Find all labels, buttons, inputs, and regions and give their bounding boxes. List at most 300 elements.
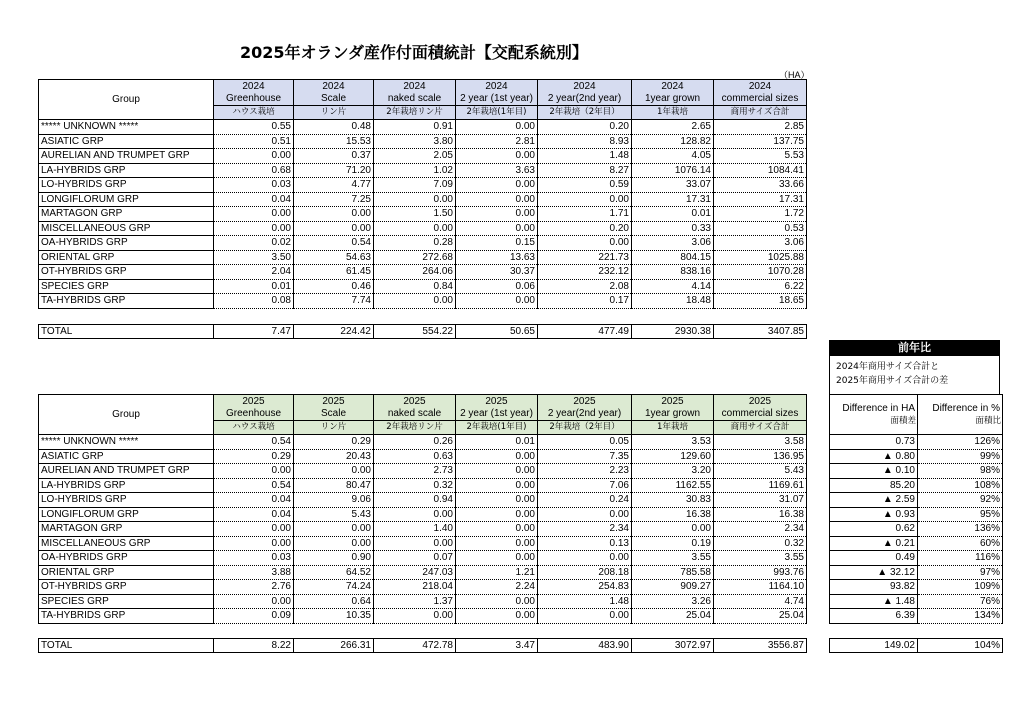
comparison-column-header [830,395,918,435]
group-name: ASIATIC GRP [39,134,214,149]
cell-value: 0.26 [374,435,456,450]
column-header [714,395,807,435]
comparison-row [830,464,1003,479]
column-year: 2025 [573,396,596,407]
comparison-value: 134% [918,609,1003,624]
cell-value: 0.00 [294,536,374,551]
table-row [39,120,807,135]
table-row [39,294,807,309]
cell-value: 0.32 [714,536,807,551]
total-value: 3556.87 [714,639,807,653]
cell-value: 8.27 [538,163,632,178]
comparison-row [830,449,1003,464]
cell-value: 0.54 [214,478,294,493]
cell-value: 2.23 [538,464,632,479]
column-header [374,80,456,120]
cell-value: 0.00 [456,221,538,236]
cell-value: 3.06 [714,236,807,251]
cell-value: 0.00 [214,221,294,236]
report-title: 2025年オランダ産作付面積統計【交配系統別】 [240,43,588,62]
cell-value: 0.84 [374,279,456,294]
table-row [39,507,807,522]
column-label-ja: 2年栽培（2年目） [538,105,631,118]
total-value: 3.47 [456,639,538,653]
cell-value: 0.15 [456,236,538,251]
total-row [39,325,807,339]
column-year: 2024 [573,81,596,92]
comparison-row [830,493,1003,508]
cell-value: 17.31 [714,192,807,207]
column-label: 1year grown [644,408,701,419]
table-row [39,594,807,609]
comparison-value: 60% [918,536,1003,551]
comparison-value: 109% [918,580,1003,595]
comparison-note [829,356,1000,395]
column-label-ja: 2年栽培リン片 [374,420,455,433]
cell-value: 3.06 [632,236,714,251]
cell-value: 4.14 [632,279,714,294]
cell-value: 129.60 [632,449,714,464]
comparison-value: ▲ 2.59 [830,493,918,508]
table-row [39,279,807,294]
comparison-row [830,507,1003,522]
cell-value: 0.00 [294,207,374,222]
cell-value: 0.00 [538,192,632,207]
cell-value: 136.95 [714,449,807,464]
group-name: OA-HYBRIDS GRP [39,236,214,251]
table-row [39,163,807,178]
cell-value: 74.24 [294,580,374,595]
cell-value: 0.29 [294,435,374,450]
comparison-value: ▲ 0.80 [830,449,918,464]
cell-value: 247.03 [374,565,456,580]
group-name: ORIENTAL GRP [39,250,214,265]
cell-value: 0.00 [294,522,374,537]
cell-value: 0.00 [294,221,374,236]
cell-value: 5.53 [714,149,807,164]
table-row [39,522,807,537]
table-row [39,192,807,207]
comparison-row [830,522,1003,537]
cell-value: 2.81 [456,134,538,149]
cell-value: 0.00 [374,609,456,624]
cell-value: 1070.28 [714,265,807,280]
cell-value: 0.46 [294,279,374,294]
column-label: Greenhouse [225,93,282,104]
column-year: 2025 [403,396,426,407]
cell-value: 128.82 [632,134,714,149]
cell-value: 272.68 [374,250,456,265]
comparison-total-value: 149.02 [830,639,918,653]
comparison-value: 126% [918,435,1003,450]
cell-value: 2.65 [632,120,714,135]
table-2025 [38,394,807,624]
table-row [39,207,807,222]
cell-value: 61.45 [294,265,374,280]
table-row [39,565,807,580]
column-year: 2025 [322,396,345,407]
comparison-value: 108% [918,478,1003,493]
cell-value: 30.37 [456,265,538,280]
total-row [39,639,807,653]
group-name: ASIATIC GRP [39,449,214,464]
cell-value: 25.04 [714,609,807,624]
cell-value: 1.48 [538,149,632,164]
column-year: 2024 [485,81,508,92]
cell-value: 18.48 [632,294,714,309]
cell-value: 1.48 [538,594,632,609]
cell-value: 0.02 [214,236,294,251]
column-label-ja: リン片 [294,420,373,433]
group-name: AURELIAN AND TRUMPET GRP [39,464,214,479]
total-value: 3407.85 [714,325,807,339]
column-label: Scale [320,408,346,419]
cell-value: 0.01 [456,435,538,450]
comparison-column-label-ja: 面積差 [890,415,916,426]
cell-value: 3.63 [456,163,538,178]
cell-value: 64.52 [294,565,374,580]
cell-value: 80.47 [294,478,374,493]
column-label-ja: 商用サイズ合計 [714,420,806,433]
cell-value: 1.71 [538,207,632,222]
cell-value: 0.68 [214,163,294,178]
comparison-row [830,435,1003,450]
cell-value: 2.24 [456,580,538,595]
cell-value: 0.37 [294,149,374,164]
table-row [39,609,807,624]
comparison-total-row [830,639,1003,653]
column-label: naked scale [387,93,442,104]
cell-value: 71.20 [294,163,374,178]
cell-value: 1.21 [456,565,538,580]
cell-value: 0.55 [214,120,294,135]
header-row [39,395,807,435]
cell-value: 1025.88 [714,250,807,265]
column-header [214,80,294,120]
column-header [632,80,714,120]
column-header [456,80,538,120]
table-row [39,178,807,193]
cell-value: 31.07 [714,493,807,508]
cell-value: 264.06 [374,265,456,280]
cell-value: 2.08 [538,279,632,294]
column-label-ja: 1年栽培 [632,105,713,118]
column-label-ja: 2年栽培リン片 [374,105,455,118]
column-label: 2 year(2nd year) [547,93,622,104]
comparison-column-header [918,395,1003,435]
cell-value: 0.94 [374,493,456,508]
cell-value: 0.00 [456,192,538,207]
cell-value: 0.00 [456,551,538,566]
cell-value: 0.00 [538,551,632,566]
group-name: MARTAGON GRP [39,207,214,222]
cell-value: 1169.61 [714,478,807,493]
group-name: ORIENTAL GRP [39,565,214,580]
total-value: 224.42 [294,325,374,339]
comparison-column-label: Difference in % [932,402,1000,414]
cell-value: 1.02 [374,163,456,178]
cell-value: 2.04 [214,265,294,280]
column-label: Greenhouse [225,408,282,419]
cell-value: 54.63 [294,250,374,265]
column-year: 2025 [242,396,265,407]
cell-value: 0.13 [538,536,632,551]
comparison-row [830,551,1003,566]
comparison-value: 116% [918,551,1003,566]
group-name: MISCELLANEOUS GRP [39,536,214,551]
table-row [39,250,807,265]
total-value: 554.22 [374,325,456,339]
comparison-value: ▲ 0.93 [830,507,918,522]
cell-value: 0.17 [538,294,632,309]
cell-value: 993.76 [714,565,807,580]
comparison-note-line1: 2024年商用サイズ合計と [836,362,940,372]
cell-value: 16.38 [714,507,807,522]
table-row [39,149,807,164]
cell-value: 0.00 [214,207,294,222]
comparison-table [829,394,1003,624]
cell-value: 0.00 [456,207,538,222]
cell-value: 1164.10 [714,580,807,595]
cell-value: 0.00 [214,522,294,537]
group-name: TA-HYBRIDS GRP [39,609,214,624]
group-name: OT-HYBRIDS GRP [39,265,214,280]
cell-value: 0.00 [214,536,294,551]
cell-value: 208.18 [538,565,632,580]
cell-value: 0.00 [456,609,538,624]
cell-value: 0.01 [632,207,714,222]
comparison-value: ▲ 1.48 [830,594,918,609]
comparison-value: 85.20 [830,478,918,493]
cell-value: 3.55 [632,551,714,566]
cell-value: 0.59 [538,178,632,193]
cell-value: 909.27 [632,580,714,595]
comparison-row [830,594,1003,609]
group-name: LONGIFLORUM GRP [39,507,214,522]
table-row [39,580,807,595]
group-name: TA-HYBRIDS GRP [39,294,214,309]
total-value: 8.22 [214,639,294,653]
cell-value: 0.04 [214,192,294,207]
comparison-column-label-ja: 面積比 [975,415,1001,426]
comparison-header [829,340,1000,395]
cell-value: 15.53 [294,134,374,149]
column-label: 2 year (1st year) [460,93,533,104]
group-name: AURELIAN AND TRUMPET GRP [39,149,214,164]
group-name: ***** UNKNOWN ***** [39,435,214,450]
cell-value: 1084.41 [714,163,807,178]
cell-value: 0.00 [456,507,538,522]
comparison-value: 0.62 [830,522,918,537]
comparison-value: 95% [918,507,1003,522]
cell-value: 0.01 [214,279,294,294]
column-label-ja: 2年栽培(1年目) [456,105,537,118]
cell-value: 0.00 [456,522,538,537]
column-header [538,80,632,120]
cell-value: 0.00 [374,294,456,309]
cell-value: 1076.14 [632,163,714,178]
cell-value: 0.00 [456,594,538,609]
table-2024-total [38,324,807,339]
cell-value: 0.03 [214,551,294,566]
cell-value: 30.83 [632,493,714,508]
column-label: Scale [320,93,346,104]
table-row [39,221,807,236]
comparison-note-line2: 2025年商用サイズ合計の差 [836,376,949,386]
comparison-value: 97% [918,565,1003,580]
cell-value: 0.64 [294,594,374,609]
group-name: OA-HYBRIDS GRP [39,551,214,566]
column-label-ja: 2年栽培(1年目) [456,420,537,433]
group-name: SPECIES GRP [39,279,214,294]
cell-value: 0.20 [538,221,632,236]
comparison-value: ▲ 0.10 [830,464,918,479]
cell-value: 0.00 [456,464,538,479]
total-label: TOTAL [39,639,214,653]
cell-value: 9.06 [294,493,374,508]
group-header: Group [39,80,214,120]
cell-value: 4.05 [632,149,714,164]
cell-value: 20.43 [294,449,374,464]
cell-value: 3.50 [214,250,294,265]
column-label-ja: リン片 [294,105,373,118]
column-header [714,80,807,120]
comparison-value: 93.82 [830,580,918,595]
cell-value: 0.00 [456,149,538,164]
cell-value: 1162.55 [632,478,714,493]
cell-value: 3.55 [714,551,807,566]
cell-value: 0.32 [374,478,456,493]
cell-value: 785.58 [632,565,714,580]
table-row [39,435,807,450]
cell-value: 0.29 [214,449,294,464]
cell-value: 0.00 [456,536,538,551]
total-value: 266.31 [294,639,374,653]
comparison-row [830,580,1003,595]
table-row [39,265,807,280]
comparison-row [830,478,1003,493]
cell-value: 3.26 [632,594,714,609]
table-row [39,134,807,149]
cell-value: 7.74 [294,294,374,309]
column-year: 2024 [661,81,684,92]
column-label-ja: ハウス栽培 [214,105,293,118]
cell-value: 1.40 [374,522,456,537]
cell-value: 0.06 [456,279,538,294]
cell-value: 0.20 [538,120,632,135]
cell-value: 1.37 [374,594,456,609]
group-name: MISCELLANEOUS GRP [39,221,214,236]
column-label: commercial sizes [721,93,799,104]
cell-value: 17.31 [632,192,714,207]
cell-value: 13.63 [456,250,538,265]
cell-value: 0.90 [294,551,374,566]
column-header [456,395,538,435]
comparison-row [830,536,1003,551]
cell-value: 33.07 [632,178,714,193]
cell-value: 254.83 [538,580,632,595]
group-name: MARTAGON GRP [39,522,214,537]
column-header [632,395,714,435]
comparison-total [829,638,1003,653]
cell-value: 3.58 [714,435,807,450]
column-label: 2 year (1st year) [460,408,533,419]
cell-value: 4.77 [294,178,374,193]
cell-value: 0.08 [214,294,294,309]
cell-value: 0.00 [456,449,538,464]
column-label-ja: 商用サイズ合計 [714,105,806,118]
cell-value: 1.50 [374,207,456,222]
cell-value: 25.04 [632,609,714,624]
table-row [39,551,807,566]
column-year: 2024 [403,81,426,92]
cell-value: 0.53 [714,221,807,236]
comparison-value: ▲ 32.12 [830,565,918,580]
comparison-value: ▲ 0.21 [830,536,918,551]
cell-value: 0.54 [214,435,294,450]
comparison-value: 98% [918,464,1003,479]
cell-value: 0.00 [374,507,456,522]
cell-value: 10.35 [294,609,374,624]
cell-value: 7.09 [374,178,456,193]
total-value: 477.49 [538,325,632,339]
cell-value: 0.00 [214,464,294,479]
comparison-title: 前年比 [829,340,1000,356]
comparison-total-value: 104% [918,639,1003,653]
cell-value: 6.22 [714,279,807,294]
cell-value: 0.91 [374,120,456,135]
table-2025-total [38,638,807,653]
cell-value: 5.43 [294,507,374,522]
column-year: 2024 [748,81,772,92]
group-name: LA-HYBRIDS GRP [39,163,214,178]
cell-value: 232.12 [538,265,632,280]
cell-value: 838.16 [632,265,714,280]
comparison-row [830,609,1003,624]
cell-value: 0.19 [632,536,714,551]
cell-value: 804.15 [632,250,714,265]
cell-value: 0.00 [374,221,456,236]
cell-value: 2.05 [374,149,456,164]
column-year: 2024 [322,81,345,92]
cell-value: 2.85 [714,120,807,135]
column-label: 1year grown [644,93,701,104]
cell-value: 0.00 [456,493,538,508]
cell-value: 0.00 [374,192,456,207]
cell-value: 0.24 [538,493,632,508]
cell-value: 0.48 [294,120,374,135]
cell-value: 7.25 [294,192,374,207]
column-year: 2025 [748,396,772,407]
comparison-column-label: Difference in HA [842,402,915,414]
comparison-value: 0.49 [830,551,918,566]
table-row [39,236,807,251]
cell-value: 33.66 [714,178,807,193]
cell-value: 4.74 [714,594,807,609]
column-label: commercial sizes [721,408,799,419]
group-name: LO-HYBRIDS GRP [39,493,214,508]
column-header [294,395,374,435]
column-header [538,395,632,435]
cell-value: 0.63 [374,449,456,464]
group-name: LO-HYBRIDS GRP [39,178,214,193]
cell-value: 7.06 [538,478,632,493]
cell-value: 0.28 [374,236,456,251]
group-name: SPECIES GRP [39,594,214,609]
group-name: LONGIFLORUM GRP [39,192,214,207]
comparison-header-row [830,395,1003,435]
column-label-ja: ハウス栽培 [214,420,293,433]
